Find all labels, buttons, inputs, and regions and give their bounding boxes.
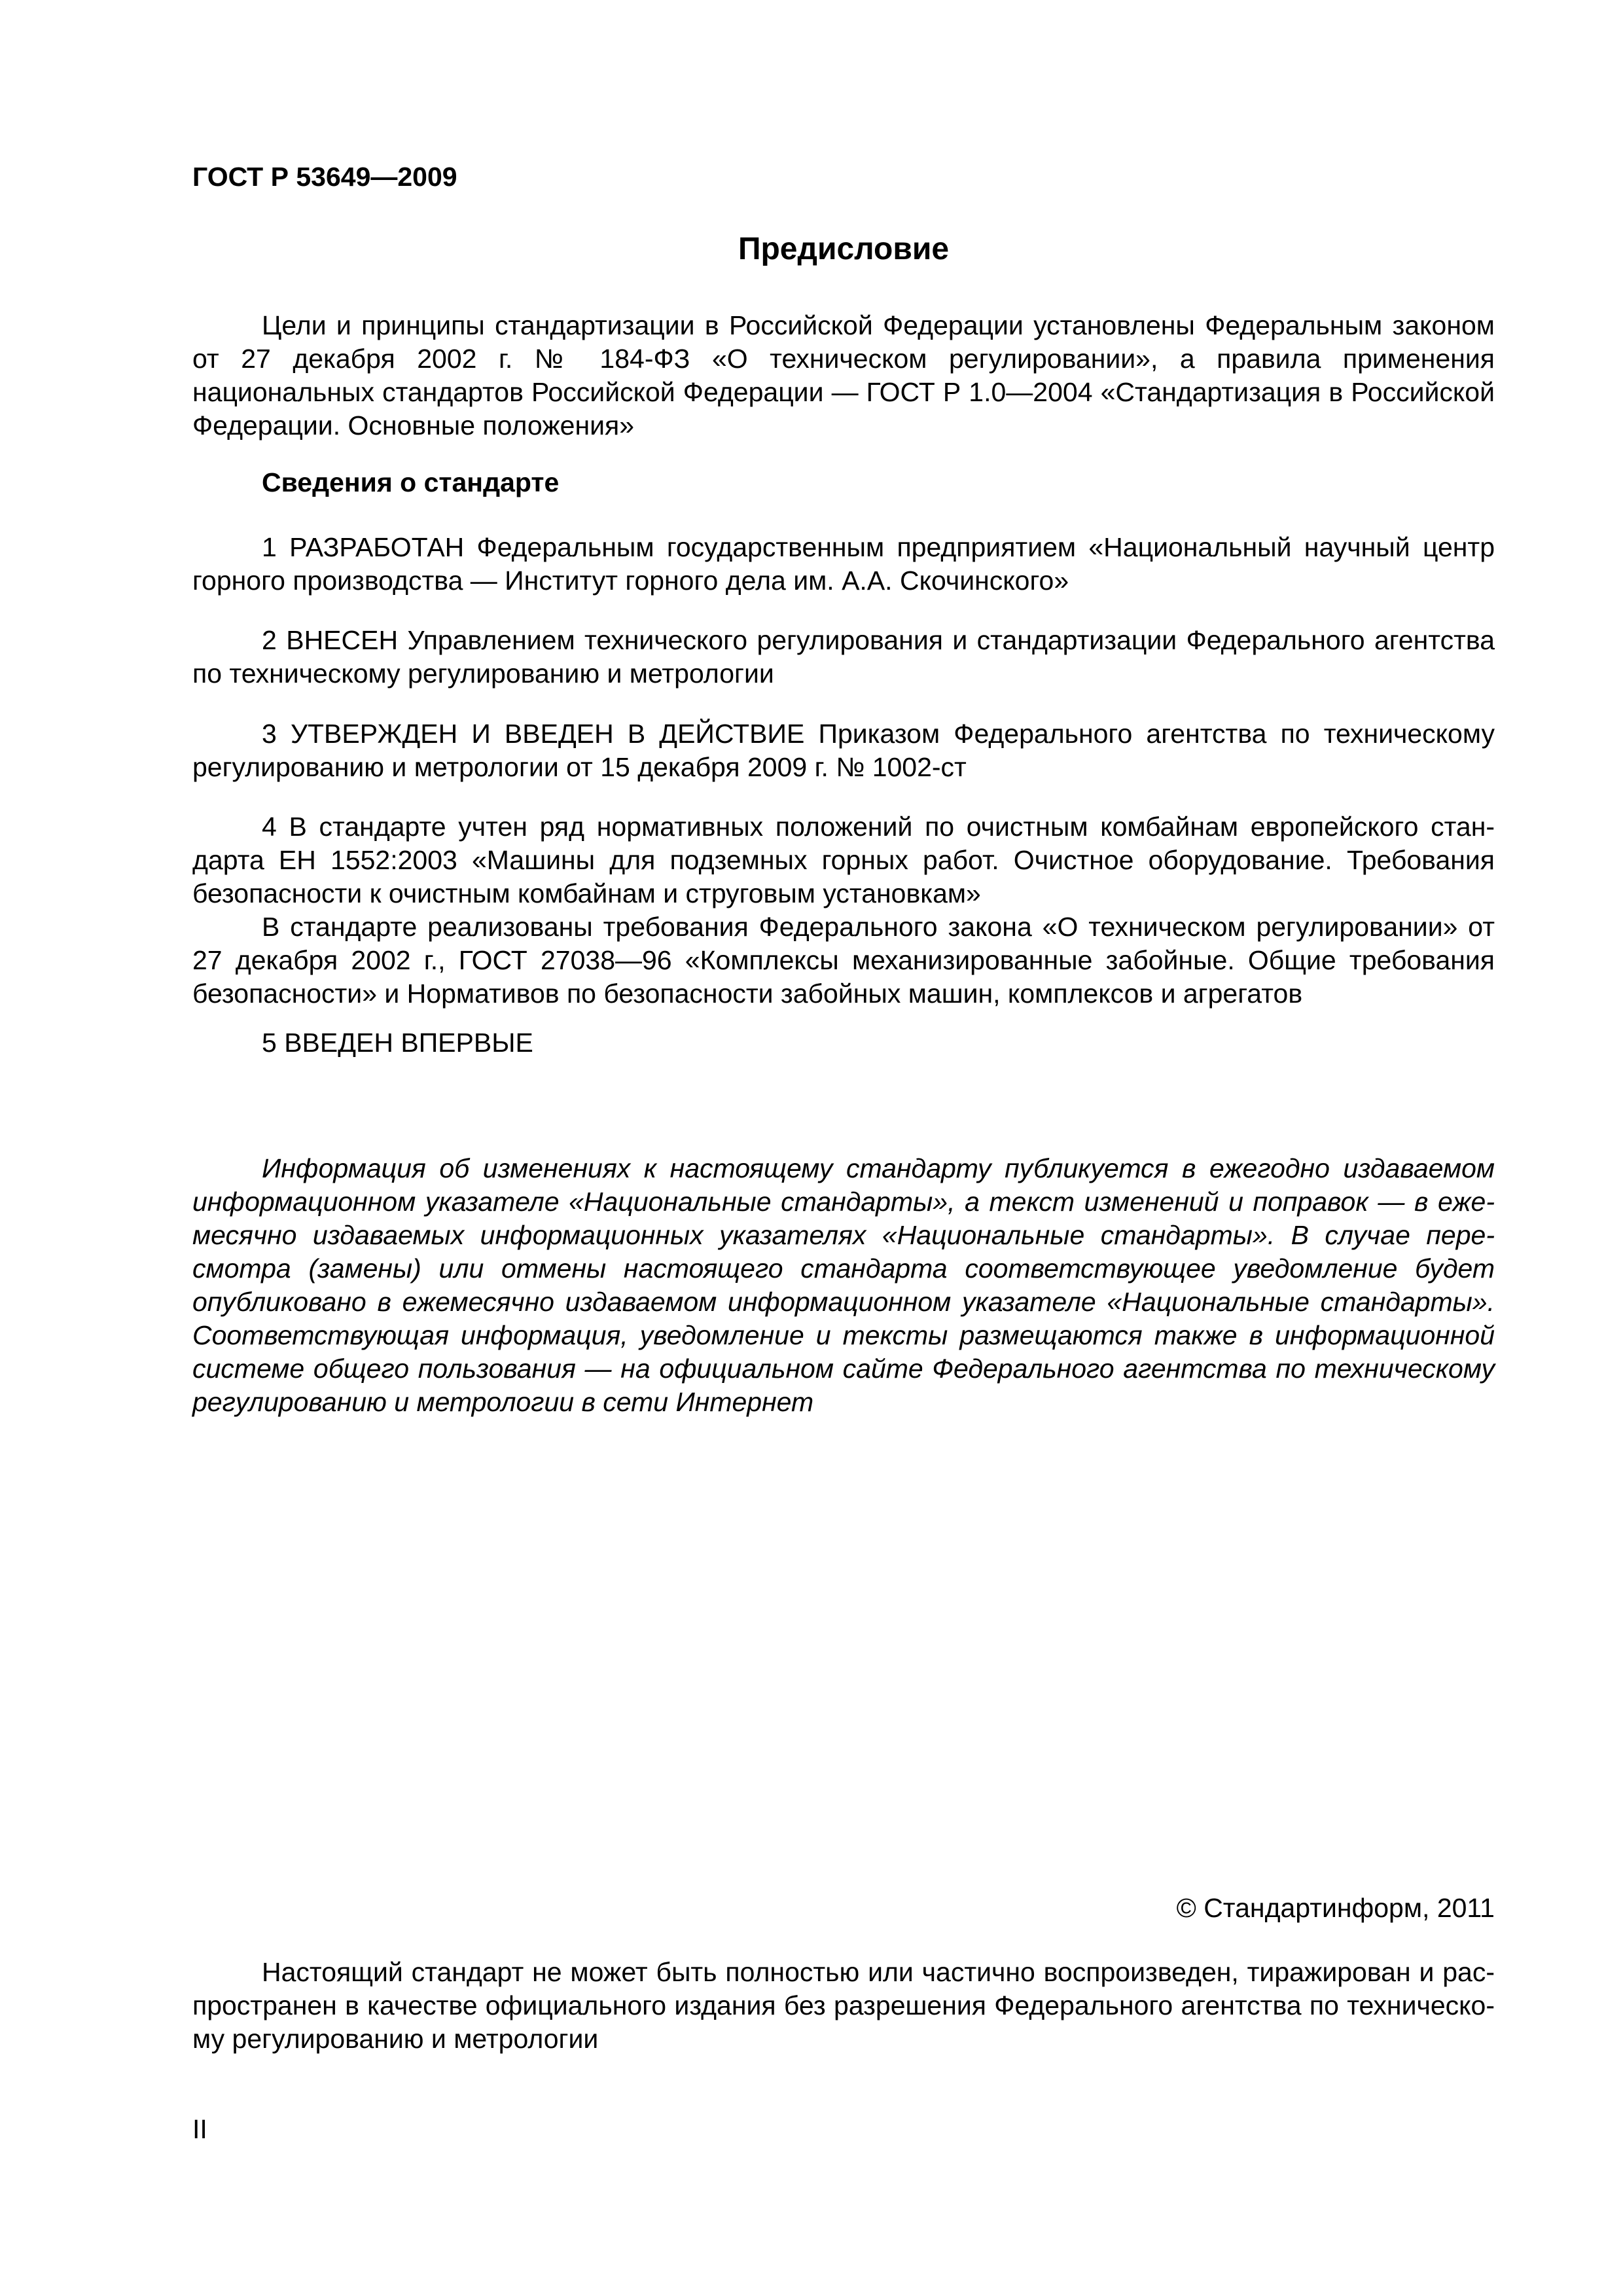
item-paragraph: 5 ВВЕДЕН ВПЕРВЫЕ	[262, 1028, 533, 1058]
item-2-block	[192, 624, 1495, 691]
notice-paragraph: Информация об изменениях к настоящему стандарту публикуется в ежегодно издаваемом информационном указателе «Национальные стандарты», а текст изменений и поправок — в ежемесячно издаваемых информационных указателях «Национальные стандарты». В случае пересмотра (замены) или отмены настоящего стандарта соответствующее уведомление будет опубликовано в ежемесячно издаваемом информационном указателе «Национальные стандарты». Соответствующая информация, уведомление и тексты размещаются также в информационной системе общего пользования — на официальном сайте Федерального агентства по техническому регулированию и метрологии в сети Интернет	[192, 1153, 1495, 1417]
reproduction-paragraph: Настоящий стандарт не может быть полностью или частично воспроизведен, тиражирован и распространен в качестве официального издания без разрешения Федерального агентства по техническому регулированию и метрологии	[192, 1957, 1495, 2054]
item-1-block	[192, 531, 1495, 598]
reproduction-block	[192, 1956, 1495, 2056]
copyright-line: © Стандартинформ, 2011	[1176, 1893, 1495, 1923]
document-code: ГОСТ Р 53649—2009	[192, 162, 457, 192]
notice-block	[192, 1152, 1495, 1419]
intro-paragraph: Цели и принципы стандартизации в Российской Федерации установлены Федеральным законом от 27 декабря 2002 г. № 184-ФЗ «О техническом регулировании», а правила применения национальных стандартов Российской Федерации — ГОСТ Р 1.0—2004 «Стандартизация в Российской Федерации. Основные положения»	[192, 310, 1495, 440]
item-5-block	[192, 1026, 1495, 1060]
section-subheading: Сведения о стандарте	[262, 467, 560, 497]
item-paragraph: В стандарте реализованы требования Федерального закона «О техническом регулировании» от 27 декабря 2002 г., ГОСТ 27038—96 «Комплексы механизированные забойные. Общие требования безопасности» и Нормативов по безопасности забойных машин, комплексов и агрегатов	[192, 912, 1495, 1009]
intro-block	[192, 309, 1495, 442]
item-4-block	[192, 810, 1495, 1011]
item-paragraph: 4 В стандарте учтен ряд нормативных положений по очистным комбайнам европейского стандарта ЕН 1552:2003 «Машины для подземных горных работ. Очистное оборудование. Требования безопасности к очистным комбайнам и струговым установкам»	[192, 812, 1495, 908]
page-number: II	[192, 2114, 207, 2144]
page-title: Предисловие	[738, 232, 950, 266]
item-paragraph: 1 РАЗРАБОТАН Федеральным государственным предприятием «Национальный научный центр горного производства — Институт горного дела им. А.А. Скочинского»	[192, 532, 1495, 596]
item-3-block	[192, 717, 1495, 784]
item-paragraph: 3 УТВЕРЖДЕН И ВВЕДЕН В ДЕЙСТВИЕ Приказом Федерального агентства по техническому регулированию и метрологии от 15 декабря 2009 г. № 1002-ст	[192, 719, 1495, 782]
item-paragraph: 2 ВНЕСЕН Управлением технического регулирования и стандартизации Федерального агентства по техническому регулированию и метрологии	[192, 625, 1495, 689]
